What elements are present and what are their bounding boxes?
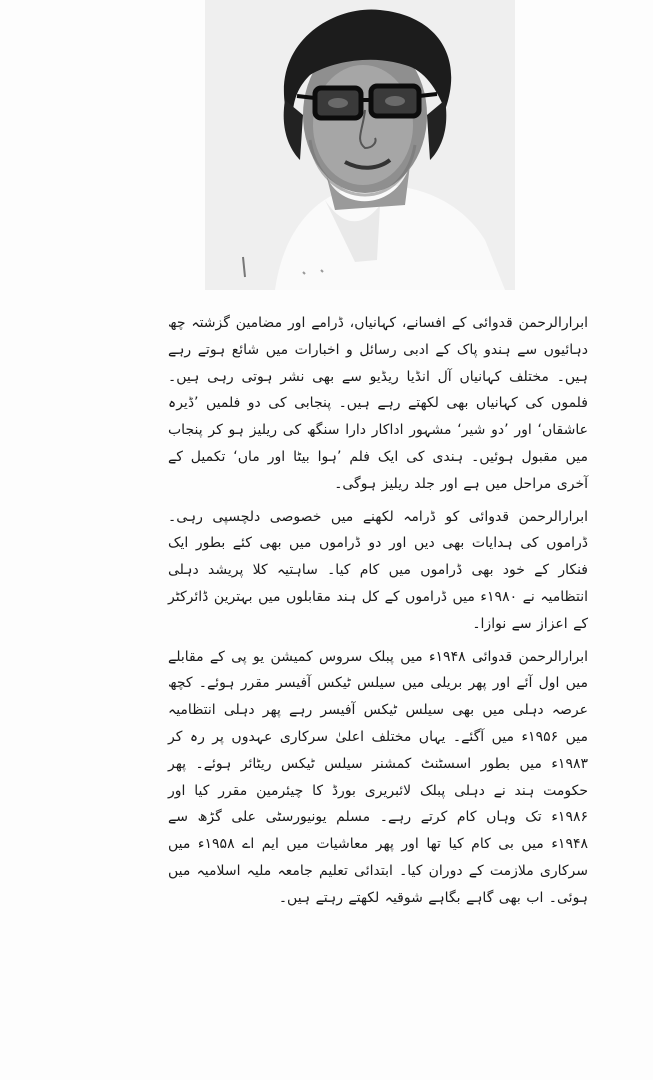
paragraph: ابرارالرحمن قدوائی ۱۹۴۸ء میں پبلک سروس کمیشن یو پی کے مقابلے میں اول آئے اور پھر بریلی میں سیلس ٹیکس آفیسر مقرر ہوئے۔ کچھ عرصہ دہلی میں بھی سیلس ٹیکس آفیسر رہے پھر دہلی انتظامیہ میں ۱۹۵۶ء میں آگئے۔ یہاں مختلف اعلیٰ سرکاری عہدوں پر رہ کر ۱۹۸۳ء میں بطور اسسٹنٹ کمشنر سیلس ٹیکس ریٹائر ہوئے۔ پھر حکومت ہند نے دہلی پبلک لائبریری بورڈ کا چیئرمین مقرر کیا اور ۱۹۸۶ء تک وہاں کام کرتے رہے۔ مسلم یونیورسٹی علی گڑھ سے ۱۹۴۸ء میں بی کام کیا تھا اور پھر معاشیات میں ایم اے ۱۹۵۸ء میں سرکاری ملازمت کے دوران کیا۔ ابتدائی تعلیم جامعہ ملیہ اسلامیہ میں ہوئی۔ اب بھی گاہے بگاہے شوقیہ لکھتے رہتے ہیں۔ bbox=[168, 648, 588, 906]
portrait-photo bbox=[205, 0, 515, 290]
paragraph: ابرارالرحمن قدوائی کے افسانے، کہانیاں، ڈرامے اور مضامین گزشتہ چھ دہائیوں سے ہندو پاک کے ادبی رسائل و اخبارات میں شائع ہوتے رہے ہیں۔ مختلف کہانیاں آل انڈیا ریڈیو سے بھی نشر ہوتی رہی ہیں۔ فلموں کی کہانیاں بھی لکھتے رہے ہیں۔ پنجابی کی دو فلمیں ’ڈیرہ عاشقاں‘ اور ’دو شیر‘ مشہور اداکار دارا سنگھ کی ریلیز ہو کر پنجاب میں مقبول ہوئیں۔ ہندی کی ایک فلم ’ہوا بیٹا اور ماں‘ تکمیل کے آخری مراحل میں ہے اور جلد ریلیز ہوگی۔ bbox=[168, 315, 588, 492]
paragraph: ابرارالرحمن قدوائی کو ڈرامہ لکھنے میں خصوصی دلچسپی رہی۔ ڈراموں کی ہدایات بھی دیں اور دو ڈراموں میں بھی کئے بطور ایک فنکار کے خود بھی ڈراموں میں کام کیا۔ ساہتیہ کلا پریشد دہلی انتظامیہ نے ۱۹۸۰ء میں ڈراموں کے کل ہند مقابلوں میں بہترین ڈائرکٹر کے اعزاز سے نوازا۔ bbox=[168, 508, 589, 632]
article-body bbox=[168, 310, 588, 912]
portrait-drawing bbox=[205, 0, 515, 290]
signature-mark bbox=[233, 252, 353, 282]
